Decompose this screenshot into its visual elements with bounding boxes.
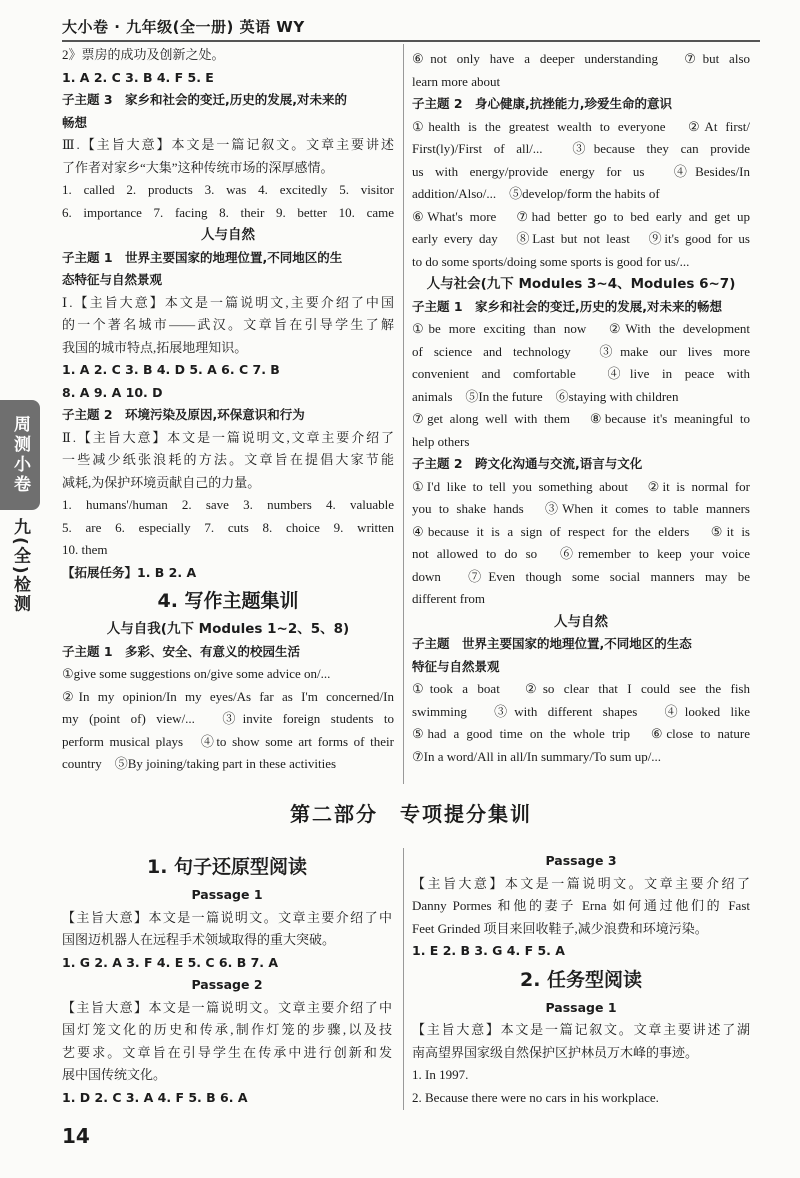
text-line: ①health is the greatest wealth to everyone ②At first/ [412, 118, 750, 134]
answer-line: 1. A 2. C 3. B 4. F 5. E [62, 69, 214, 85]
section-title: 2. 任务型阅读 [519, 968, 643, 991]
side-tab: 周测小卷 [0, 400, 40, 510]
passage-heading: Passage 3 [545, 853, 617, 868]
answer-line: 子主题 1 世界主要国家的地理位置,不同地区的生 [62, 249, 343, 265]
answer-line: 特征与自然景观 [412, 658, 500, 674]
text-line: 南高望界国家级自然保护区护林员万木峰的事迹。 [412, 1044, 699, 1060]
text-line: us with energy/provide energy for us ④Besides/In [412, 163, 750, 179]
answer-line: 子主题 2 环境污染及原因,环保意识和行为 [62, 407, 305, 422]
answer-line: 【拓展任务】1. B 2. A [62, 564, 197, 580]
column-divider [403, 44, 404, 784]
passage-heading: Passage 2 [191, 977, 263, 992]
text-line: 5. are 6. especially 7. cuts 8. choice 9. written [62, 519, 394, 535]
theme-heading: 人与社会(九下 Modules 3~4、Modules 6~7) [426, 276, 736, 292]
text-line: ②In my opinion/In my eyes/As far as I'm concerned/In [62, 688, 394, 704]
text-line: 的一个著名城市——武汉。文章旨在引导学生了解 [62, 317, 394, 332]
answer-line: 子主题 世界主要国家的地理位置,不同地区的生态 [412, 636, 692, 651]
text-line: 一些减少纸张浪耗的方法。文章旨在提倡大家节能 [62, 452, 394, 467]
side-label: 九(全)检测 [10, 518, 30, 614]
text-line: 6. importance 7. facing 8. their 9. better 10. came [62, 204, 394, 220]
text-line: 【主旨大意】本文是一篇记叙文。文章主要讲述了湖 [412, 1022, 750, 1037]
text-line: 我国的城市特点,拓展地理知识。 [62, 339, 248, 355]
text-line: ⑥What's more ⑦had better go to bed early and get up [412, 208, 750, 224]
answer-column-left-top [62, 44, 394, 776]
text-line: 2》票房的成功及创新之处。 [62, 47, 225, 62]
answer-line: 1. E 2. B 3. G 4. F 5. A [412, 943, 565, 958]
answer-line: 子主题 1 多彩、安全、有意义的校园生活 [62, 643, 301, 659]
page-header: 大小卷 · 九年级(全一册) 英语 WY [62, 18, 305, 36]
theme-heading: 人与自然 [201, 227, 255, 243]
header-rule [62, 40, 760, 42]
text-line: 1. humans'/human 2. save 3. numbers 4. valuable [62, 497, 394, 512]
section-title: 1. 句子还原型阅读 [146, 856, 308, 878]
text-line: country ⑤By joining/taking part in these activities [62, 756, 337, 771]
text-line: learn more about [412, 73, 501, 89]
answer-line: 子主题 2 跨文化沟通与交流,语言与文化 [412, 456, 643, 471]
text-line: ①be more exciting than now ②With the development [412, 321, 750, 336]
text-line: swimming ③with different shapes ④looked like [412, 703, 750, 719]
answer-column-right-bottom [412, 850, 750, 1109]
text-line: ①took a boat ②so clear that I could see the fish [412, 681, 750, 696]
passage-heading: Passage 1 [545, 999, 617, 1015]
text-line: not allowed to do so ⑥remember to keep your voice [412, 546, 750, 561]
theme-heading: 人与自我(九下 Modules 1~2、5、8) [106, 621, 350, 637]
answer-line: 子主题 3 家乡和社会的变迁,历史的发展,对未来的 [62, 92, 348, 107]
text-line: 了作者对家乡“大集”这种传统市场的深厚感情。 [62, 159, 334, 175]
answer-line: 子主题 1 家乡和社会的变迁,历史的发展,对未来的畅想 [412, 298, 723, 314]
text-line: First(ly)/First of all/... ③because they can provide [412, 141, 750, 156]
text-line: perform musical plays ④to show some art forms of their [62, 733, 394, 749]
text-line: ⑦get along well with them ⑧because it's meaningful to [412, 411, 750, 426]
text-line: to do some sports/doing some sports is good for us/... [412, 253, 690, 269]
text-line: ⑥not only have a deeper understanding ⑦but also [412, 51, 750, 66]
theme-heading: 人与自然 [554, 613, 608, 630]
text-line: Danny Pormes 和他的妻子 Erna 如何通过他们的 Fast [412, 898, 750, 913]
text-line: 10. them [62, 542, 108, 557]
text-line: 国图迈机器人在远程手术领域取得的重大突破。 [62, 932, 336, 947]
text-line: 展中国传统文化。 [62, 1067, 167, 1082]
text-line: Feet Grinded 项目来回收鞋子,减少浪费和环境污染。 [412, 920, 708, 936]
answer-line: 1. G 2. A 3. F 4. E 5. C 6. B 7. A [62, 954, 279, 970]
section-title: 4. 写作主题集训 [157, 590, 299, 612]
answer-line: 态特征与自然景观 [62, 272, 163, 287]
text-line: of science and technology ③make our lives more [412, 343, 750, 359]
text-line: different from [412, 591, 486, 606]
text-line: ⑦In a word/All in all/In summary/To sum up/... [412, 748, 662, 764]
passage-heading: Passage 1 [191, 887, 263, 902]
text-line: my (point of) view/... ③invite foreign students to [62, 711, 394, 726]
text-line: 减耗,为保护环境贡献自己的力量。 [62, 474, 261, 490]
text-line: 【主旨大意】本文是一篇说明文。文章主要介绍了中 [62, 909, 392, 925]
text-line: ⑤had a good time on the whole trip ⑥close to nature [412, 726, 750, 741]
text-line: Ⅲ.【主旨大意】本文是一篇记叙文。文章主要讲述 [62, 137, 394, 152]
text-line: ①I'd like to tell you something about ②it is normal for [412, 478, 750, 494]
text-line: help others [412, 433, 470, 449]
text-line: 【主旨大意】本文是一篇说明文。文章主要介绍了 [412, 875, 750, 891]
text-line: 1. called 2. products 3. was 4. excitedly 5. visitor [62, 182, 394, 197]
text-line: addition/Also/... ⑤develop/form the habits of [412, 186, 660, 201]
part-title: 第二部分 专项提分集训 [290, 802, 532, 826]
answer-line: 畅想 [62, 114, 88, 130]
text-line: animals ⑤In the future ⑥staying with children [412, 388, 679, 404]
text-line: Ⅰ.【主旨大意】本文是一篇说明文,主要介绍了中国 [62, 294, 394, 310]
column-divider [403, 848, 404, 1110]
text-line: convenient and comfortable ④live in peace with [412, 366, 750, 381]
answer-column-right-top [412, 48, 750, 768]
answer-line: 子主题 2 身心健康,抗挫能力,珍爱生命的意识 [412, 96, 673, 111]
text-line: ①give some suggestions on/give some advice on/... [62, 666, 331, 681]
text-line: Ⅱ.【主旨大意】本文是一篇说明文,文章主要介绍了 [62, 429, 394, 445]
answer-line: 8. A 9. A 10. D [62, 384, 163, 400]
text-line: 2. Because there were no cars in his workplace. [412, 1089, 659, 1105]
text-line: 【主旨大意】本文是一篇说明文。文章主要介绍了中 [62, 999, 392, 1015]
text-line: down ⑦Even though some social manners may be [412, 568, 750, 584]
text-line: 1. In 1997. [412, 1067, 469, 1082]
text-line: 艺要求。文章旨在引导学生在传承中进行创新和发 [62, 1044, 392, 1060]
text-line: ④because it is a sign of respect for the elders ⑤it is [412, 523, 750, 539]
answer-line: 1. A 2. C 3. B 4. D 5. A 6. C 7. B [62, 362, 280, 377]
page-number: 14 [62, 1124, 90, 1148]
text-line: 国灯笼文化的历史和传承,制作灯笼的步骤,以及技 [62, 1022, 392, 1037]
answer-column-left-bottom [62, 850, 392, 1109]
text-line: you to shake hands ③When it comes to table manners [412, 501, 750, 516]
answer-line: 1. D 2. C 3. A 4. F 5. B 6. A [62, 1089, 248, 1105]
text-line: early every day ⑧Last but not least ⑨it's good for us [412, 231, 750, 246]
